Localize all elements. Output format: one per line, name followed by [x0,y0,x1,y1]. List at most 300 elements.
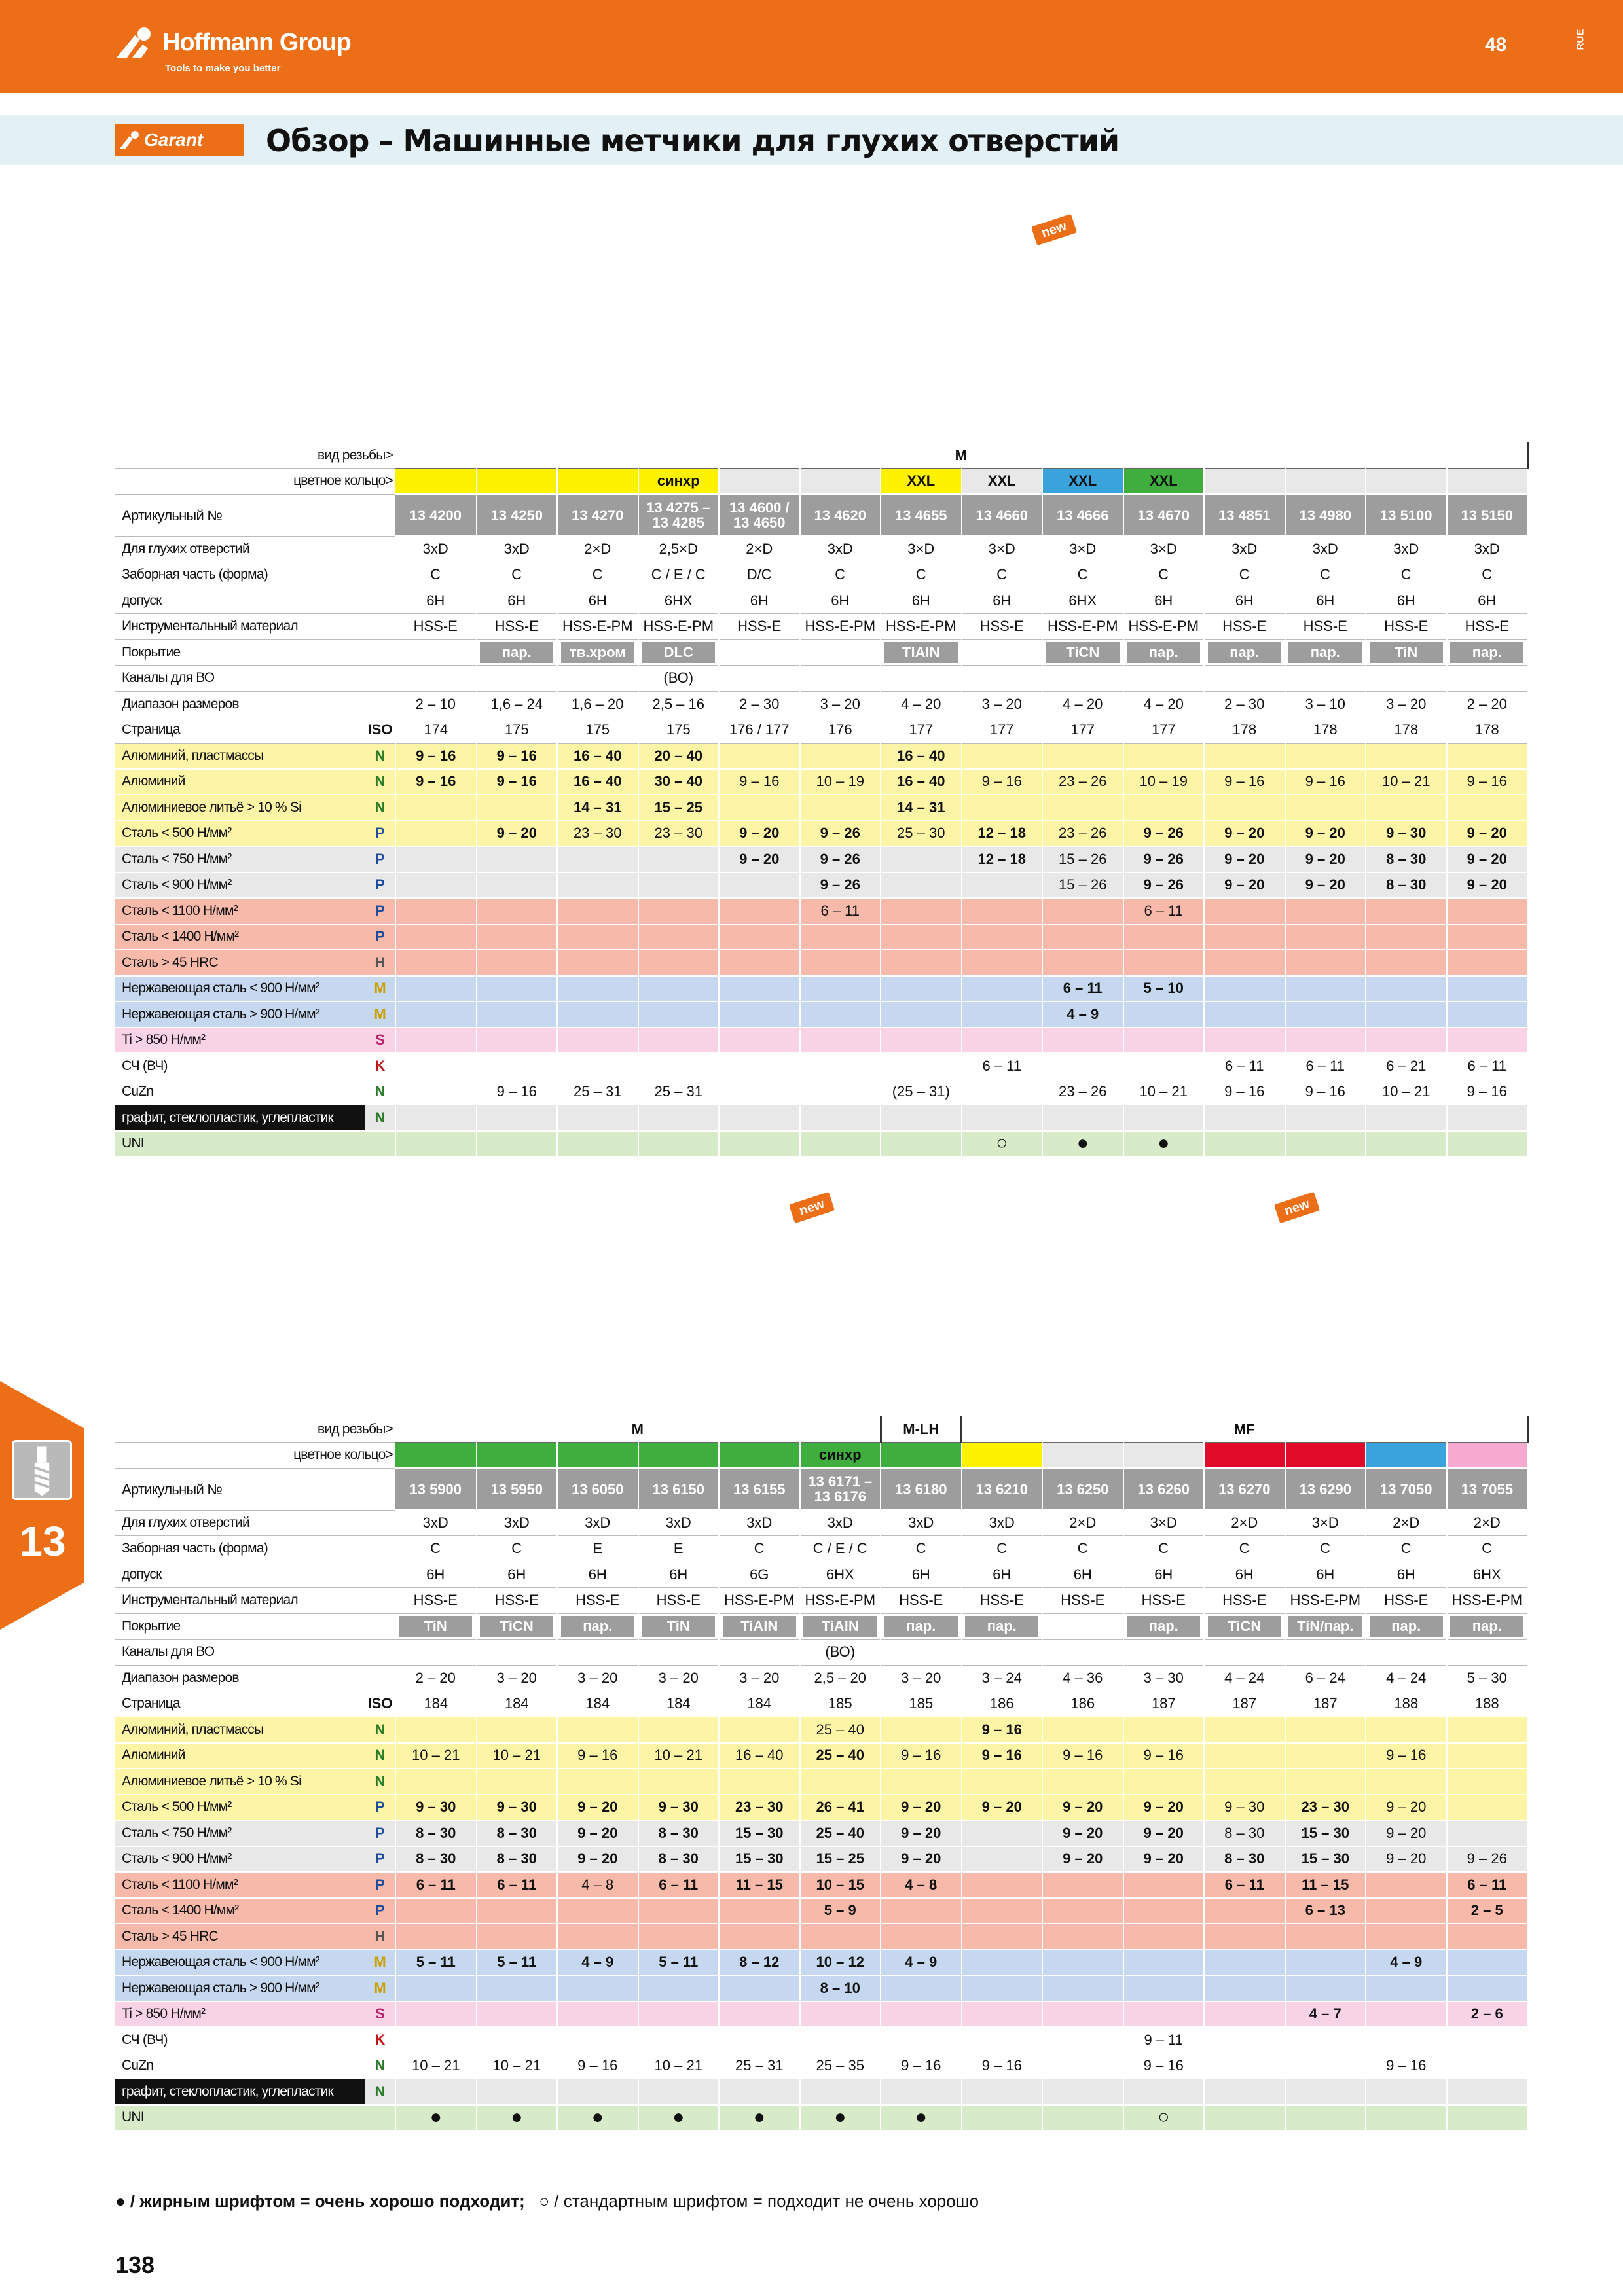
suitability-value [1366,1131,1447,1157]
property-value: C [1285,1536,1366,1562]
iso-group: P [365,1898,395,1924]
suitability-value [557,846,638,872]
suitability-value [800,1028,881,1054]
row-label: Сталь < 750 Н/мм² [115,1820,365,1846]
suitability-value: ● [638,2105,720,2131]
property-value: HSS-E-PM [1042,614,1123,640]
suitability-value: 9 – 20 [477,821,558,847]
garant-logo-icon [119,130,141,149]
suitability-value: 15 – 25 [800,1846,881,1873]
suitability-value: 9 – 30 [1366,821,1447,847]
suitability-value [1285,1743,1366,1769]
suitability-value [1042,950,1123,976]
suitability-value [1042,743,1123,769]
suitability-value [1042,2027,1123,2053]
property-value [1123,1640,1205,1666]
suitability-value [1204,2027,1285,2053]
suitability-value [1042,1950,1123,1976]
suitability-value: 4 – 8 [557,1872,638,1898]
property-value [477,666,558,692]
article-number[interactable]: 13 5100 [1366,494,1447,536]
suitability-value: 9 – 16 [719,769,800,795]
suitability-value: 4 – 9 [1042,1001,1123,1028]
suitability-value [1285,898,1366,924]
suitability-value [395,1768,477,1795]
article-number[interactable]: 13 4851 [1204,494,1285,536]
suitability-value: 4 – 8 [881,1872,962,1898]
property-value [1285,1640,1366,1666]
material-row [115,872,1527,899]
suitability-value: 9 – 16 [1123,2053,1205,2079]
suitability-value [477,2079,558,2105]
color-ring-cell [1204,469,1285,495]
property-value: C [557,562,638,588]
suitability-value: 10 – 21 [395,2053,477,2079]
suitability-value [477,2027,558,2053]
suitability-value [719,2001,800,2028]
suitability-value: 9 – 16 [1366,2053,1447,2079]
tool-image [939,1172,1019,1414]
suitability-value [1447,2079,1528,2105]
coating-badge: пар. [1208,642,1281,663]
suitability-value: 9 – 16 [1366,1743,1447,1769]
article-number[interactable]: 13 6290 [1285,1468,1366,1510]
property-value: 3×D [1123,536,1205,562]
suitability-value [557,1001,638,1028]
property-value: 3xD [395,1510,477,1536]
suitability-value [881,872,962,899]
suitability-value: 16 – 40 [881,743,962,769]
property-value: C [881,562,962,588]
article-number[interactable]: 13 6180 [881,1468,962,1510]
suitability-value [1447,1768,1528,1795]
suitability-value [1285,924,1366,950]
article-number[interactable]: 13 4250 [477,494,558,536]
suitability-value [881,1001,962,1028]
property-value [1447,666,1528,692]
suitability-value [1042,2079,1123,2105]
suitability-value: 9 – 20 [557,1846,638,1873]
row-label: Сталь < 900 Н/мм² [115,1846,365,1873]
suitability-value: 9 – 16 [477,1079,558,1105]
suitability-value [719,1079,800,1105]
tool-image [697,1172,776,1414]
suitability-value: 9 – 26 [800,821,881,847]
property-value: 178 [1366,717,1447,744]
property-row [115,1588,1527,1614]
color-ring-cell [557,469,638,495]
suitability-value [1123,1768,1205,1795]
suitability-value [477,1053,558,1079]
property-value: 188 [1447,1691,1528,1717]
suitability-value: 9 – 20 [1447,821,1528,847]
suitability-value [557,950,638,976]
suitability-value [881,1053,962,1079]
suitability-value [1366,1001,1447,1028]
suitability-value [638,924,720,950]
suitability-value: 8 – 30 [395,1846,477,1873]
property-value: HSS-E-PM [800,1588,881,1614]
suitability-value: 10 – 21 [1366,769,1447,795]
suitability-value [1366,1717,1447,1743]
property-value: C [477,1536,558,1562]
article-number[interactable]: 13 6155 [719,1468,800,1510]
suitability-value [719,1768,800,1795]
suitability-value: 9 – 16 [557,1743,638,1769]
suitability-value [1123,1975,1205,2001]
suitability-value [962,1924,1043,1950]
suitability-value [881,1975,962,2001]
property-value: 6HX [1447,1562,1528,1588]
suitability-value: 15 – 30 [1285,1820,1366,1846]
property-value: 184 [477,1691,558,1717]
row-label: Сталь > 45 HRC [115,1924,365,1950]
coating-badge: пар. [965,1616,1038,1637]
suitability-value: ● [395,2105,477,2131]
suitability-value [1285,950,1366,976]
suitability-value [1366,1924,1447,1950]
suitability-value: 9 – 30 [477,1795,558,1821]
suitability-value: 9 – 20 [1366,1795,1447,1821]
material-row [115,1768,1527,1795]
suitability-value [1042,1872,1123,1898]
suitability-value [881,1768,962,1795]
suitability-value [638,1975,720,2001]
suitability-value [395,872,477,899]
article-number[interactable]: 13 4620 [800,494,881,536]
row-label: Сталь < 1100 Н/мм² [115,1872,365,1898]
suitability-value [395,1924,477,1950]
suitability-value [1042,2001,1123,2028]
property-value [1042,1640,1123,1666]
suitability-value [1285,1950,1366,1976]
row-label: Инструментальный материал [115,614,395,640]
suitability-value [1204,1131,1285,1157]
property-row [115,1510,1527,1536]
color-ring-cell [719,1443,800,1469]
property-value: 4 – 24 [1366,1665,1447,1691]
suitability-value [395,821,477,847]
row-label: Каналы для ВО [115,1640,395,1666]
suitability-value [638,898,720,924]
article-number[interactable]: 13 4270 [557,494,638,536]
material-row [115,1872,1527,1898]
suitability-value [477,1717,558,1743]
material-row [115,1001,1527,1028]
property-value: 2 – 10 [395,691,477,717]
suitability-value [1042,1053,1123,1079]
row-label: графит, стеклопластик, углепластик [115,2079,365,2105]
article-number[interactable]: 13 4600 / 13 4650 [719,494,800,536]
article-number[interactable]: 13 6260 [1123,1468,1205,1510]
new-badge: new [788,1192,834,1223]
suitability-value [557,898,638,924]
property-value [962,666,1043,692]
property-value: 2×D [1042,1510,1123,1536]
property-value: C [1123,562,1205,588]
article-number[interactable]: 13 6270 [1204,1468,1285,1510]
property-value: 1,6 – 20 [557,691,638,717]
suitability-value: 6 – 11 [1204,1872,1285,1898]
property-value: 3×D [1285,1510,1366,1536]
tool-image [1182,194,1262,442]
suitability-value [395,2027,477,2053]
section-tab[interactable] [0,1381,84,1630]
property-value: 184 [719,1691,800,1717]
property-value: 175 [477,717,558,744]
legend [115,2191,979,2212]
property-value: 3xD [638,1510,720,1536]
property-value: C [962,1536,1043,1562]
suitability-value [1366,2001,1447,2028]
suitability-value [1123,924,1205,950]
article-number[interactable]: 13 5900 [395,1468,477,1510]
suitability-value [1285,2079,1366,2105]
legend-normal: ○ / стандартным шрифтом = подходит не очень хорошо [539,2191,979,2211]
suitability-value: 10 – 21 [477,2053,558,2079]
article-number[interactable]: 13 4666 [1042,494,1123,536]
suitability-value: 14 – 31 [881,795,962,821]
iso-group: N [365,769,395,795]
legend-bold: ● / жирным шрифтом = очень хорошо подходит; [115,2191,525,2211]
row-label: Алюминий, пластмассы [115,743,365,769]
suitability-value [800,1924,881,1950]
property-value [1366,639,1447,666]
suitability-value [1204,2001,1285,2028]
article-number[interactable]: 13 4200 [395,494,477,536]
suitability-value [395,1105,477,1131]
iso-group: K [365,1053,395,1079]
property-value: C / E / C [638,562,720,588]
suitability-value [1285,2105,1366,2131]
suitability-value [395,1001,477,1028]
suitability-value [557,1768,638,1795]
coating-badge: пар. [480,642,553,663]
suitability-value [719,950,800,976]
suitability-value [1366,976,1447,1002]
property-row [115,717,1527,744]
suitability-value [881,846,962,872]
row-label: Алюминиевое литьё > 10 % Si [115,795,365,821]
row-label: Сталь < 500 Н/мм² [115,821,365,847]
suitability-value: ● [477,2105,558,2131]
iso-group: N [365,743,395,769]
suitability-value [962,976,1043,1002]
suitability-value: ● [557,2105,638,2131]
color-ring-cell: XXL [1123,469,1205,495]
suitability-value [719,2027,800,2053]
property-value [881,666,962,692]
article-number[interactable]: 13 6150 [638,1468,720,1510]
coating-badge: пар. [1450,642,1523,663]
color-ring-cell: синхр [800,1443,881,1469]
article-number[interactable]: 13 4980 [1285,494,1366,536]
iso-group: K [365,2027,395,2053]
section-number: 13 [19,1518,66,1565]
row-label: Сталь > 45 HRC [115,950,365,976]
suitability-value: 9 – 30 [1204,1795,1285,1821]
article-number[interactable]: 13 5950 [477,1468,558,1510]
suitability-value: (25 – 31) [881,1079,962,1105]
suitability-value: 14 – 31 [557,795,638,821]
property-value: HSS-E-PM [557,614,638,640]
suitability-value [1285,743,1366,769]
suitability-value: 9 – 16 [1204,1079,1285,1105]
property-value: C [395,562,477,588]
suitability-value [1447,2105,1528,2131]
article-number[interactable]: 13 7050 [1366,1468,1447,1510]
suitability-value [1204,1001,1285,1028]
iso-group: P [365,1846,395,1873]
suitability-value: ● [1123,1131,1205,1157]
iso-group: P [365,872,395,899]
row-label: UNI [115,2105,365,2131]
suitability-value: 6 – 11 [800,898,881,924]
garant-label: Garant [144,130,204,150]
property-value: 2,5 – 16 [638,691,720,717]
article-number[interactable]: 13 4670 [1123,494,1205,536]
article-number[interactable]: 13 7055 [1447,1468,1528,1510]
tool-image [1101,1172,1181,1414]
color-ring-row [115,469,1527,495]
property-value [719,1613,800,1640]
color-ring-cell: синхр [638,469,720,495]
suitability-value [962,2027,1043,2053]
suitability-value: 9 – 16 [395,743,477,769]
suitability-value: 6 – 11 [962,1053,1043,1079]
color-ring-cell [962,1443,1043,1469]
suitability-value [719,1001,800,1028]
thread-type-group: M [395,442,1527,469]
property-row [115,639,1527,666]
suitability-value: 9 – 20 [881,1820,962,1846]
suitability-value [962,898,1043,924]
property-value: 177 [962,717,1043,744]
property-value [557,1640,638,1666]
suitability-value: 6 – 11 [477,1872,558,1898]
suitability-value [719,898,800,924]
thread-type-group: M [395,1416,881,1443]
color-ring-cell: XXL [881,469,962,495]
tool-image [939,194,1019,442]
suitability-value [1204,898,1285,924]
row-label: СЧ (ВЧ) [115,1053,365,1079]
suitability-value: 10 – 21 [638,1743,720,1769]
suitability-value: 8 – 30 [477,1846,558,1873]
property-value: 6H [395,588,477,614]
property-row [115,1536,1527,1562]
material-row [115,1028,1527,1054]
suitability-value [477,1105,558,1131]
suitability-value: 15 – 26 [1042,872,1123,899]
suitability-value: 9 – 20 [881,1795,962,1821]
material-row [115,1079,1527,1105]
article-number[interactable]: 13 4660 [962,494,1043,536]
property-value: 6H [557,1562,638,1588]
suitability-value: 26 – 41 [800,1795,881,1821]
article-number[interactable]: 13 6250 [1042,1468,1123,1510]
property-value: C [800,562,881,588]
article-number[interactable]: 13 6210 [962,1468,1043,1510]
coating-badge: TIAlN [884,642,958,663]
property-value: C [1204,1536,1285,1562]
suitability-value: 9 – 20 [1042,1846,1123,1873]
property-value: 3 – 20 [962,691,1043,717]
row-label: Нержавеющая сталь > 900 Н/мм² [115,1975,365,2001]
suitability-value [557,1131,638,1157]
article-number[interactable]: 13 4655 [881,494,962,536]
property-value: 3xD [477,1510,558,1536]
suitability-value [557,872,638,899]
article-number[interactable]: 13 6171 – 13 6176 [800,1468,881,1510]
color-ring-cell [1366,469,1447,495]
suitability-value: 16 – 40 [557,743,638,769]
suitability-value: 4 – 9 [881,1950,962,1976]
coating-badge: пар. [884,1616,958,1637]
suitability-value [477,795,558,821]
new-badge: new [1031,214,1077,245]
suitability-value [1366,1975,1447,2001]
material-row [115,1924,1527,1950]
article-number[interactable]: 13 5150 [1447,494,1528,536]
suitability-value [1285,1768,1366,1795]
suitability-value [1123,743,1205,769]
property-value [881,1613,962,1640]
suitability-value [1123,1053,1205,1079]
suitability-value: 9 – 20 [1042,1795,1123,1821]
tool-image [778,1172,858,1414]
suitability-value: 30 – 40 [638,769,720,795]
suitability-value [395,976,477,1002]
material-row [115,950,1527,976]
article-number[interactable]: 13 4275 – 13 4285 [638,494,720,536]
property-value: 6H [1204,1562,1285,1588]
suitability-value: 9 – 11 [1123,2027,1205,2053]
suitability-value: 9 – 16 [1042,1743,1123,1769]
iso-group: N [365,1105,395,1131]
overview-table-2 [115,1416,1529,2131]
suitability-value: 9 – 16 [1285,1079,1366,1105]
property-value: HSS-E [638,1588,720,1614]
suitability-value [1042,924,1123,950]
property-value: 4 – 36 [1042,1665,1123,1691]
property-value: HSS-E [962,1588,1043,1614]
color-ring-cell [477,469,558,495]
suitability-value [962,950,1043,976]
property-value: C [1447,1536,1528,1562]
property-value: 2×D [719,536,800,562]
color-ring-cell [719,469,800,495]
suitability-value [719,1924,800,1950]
suitability-value [800,1053,881,1079]
property-value: 178 [1285,717,1366,744]
suitability-value: 6 – 21 [1366,1053,1447,1079]
property-value: HSS-E-PM [719,1588,800,1614]
material-row [115,1950,1527,1976]
property-value: 4 – 20 [1042,691,1123,717]
property-value: 6H [477,588,558,614]
iso-group: P [365,1872,395,1898]
suitability-value: 4 – 9 [557,1950,638,1976]
suitability-value [962,1028,1043,1054]
property-value: 3 – 20 [477,1665,558,1691]
tool-image [373,194,453,442]
article-number[interactable]: 13 6050 [557,1468,638,1510]
suitability-value [881,2079,962,2105]
iso-group: M [365,1001,395,1028]
property-value: C [1285,562,1366,588]
row-label: Диапазон размеров [115,691,395,717]
